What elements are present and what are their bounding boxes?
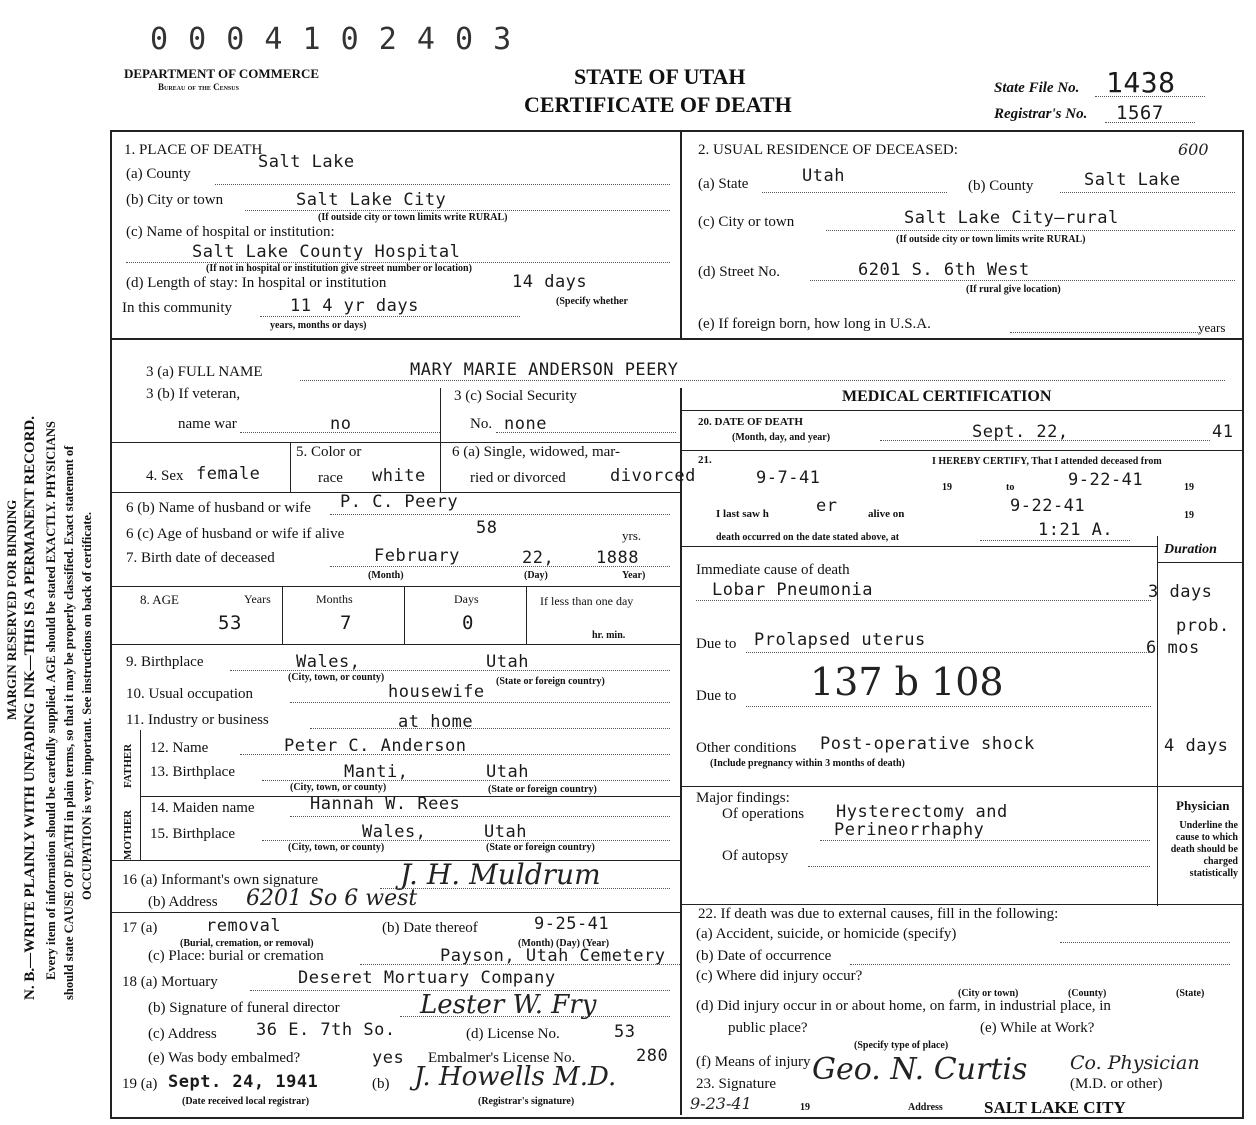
margin-line2: should state CAUSE OF DEATH in plain terms, so that it may be properly classified. Exact statement of [62, 445, 76, 1000]
sex: female [196, 464, 261, 484]
residence-street: 6201 S. 6th West [858, 260, 1030, 280]
place-community: 11 4 yr days [290, 296, 419, 316]
physician-signature: Geo. N. Curtis [812, 1052, 1028, 1087]
informant-address-label: (b) Address [148, 894, 218, 910]
attended-19-a: 19 [942, 482, 952, 493]
age-hr-min: hr. min. [592, 630, 626, 641]
residence-years: years [1198, 320, 1226, 335]
physician-label: Physician [1176, 798, 1230, 813]
due-to-1-duration-b: 6 mos [1146, 638, 1200, 658]
immediate-duration: 3 days [1148, 582, 1213, 602]
veteran-war: no [330, 414, 352, 434]
co-physician: Co. Physician [1070, 1052, 1200, 1074]
marital-label: 6 (a) Single, widowed, mar- [452, 444, 620, 460]
birth-month-note: (Month) [368, 570, 404, 581]
immediate-cause-label: Immediate cause of death [696, 562, 850, 578]
disposition-note: (Burial, cremation, or removal) [180, 938, 314, 949]
ext-county-note: (County) [1068, 988, 1107, 999]
spouse-label: 6 (b) Name of husband or wife [126, 500, 311, 516]
age-label: 8. AGE [140, 592, 179, 607]
spouse-name: P. C. Peery [340, 492, 459, 512]
ext-city-note: (City or town) [958, 988, 1019, 999]
residence-city-label: (c) City or town [698, 214, 795, 230]
full-name-label: 3 (a) FULL NAME [146, 364, 263, 380]
age-days-label: Days [454, 592, 479, 606]
operations-2: Perineorrhaphy [834, 820, 985, 840]
birth-year-note: Year) [622, 570, 646, 581]
color-label: 5. Color or [296, 444, 362, 460]
industry: at home [398, 712, 474, 732]
registrar-sig-b-label: (b) [372, 1076, 390, 1092]
disposition-date-note: (Month) (Day) (Year) [518, 938, 610, 949]
spouse-age-label: 6 (c) Age of husband or wife if alive [126, 526, 345, 542]
residence-label: 2. USUAL RESIDENCE OF DECEASED: [698, 142, 958, 158]
external-b: (b) Date of occurrence [696, 948, 832, 964]
ss-no-label: No. [470, 416, 493, 432]
birth-month: February [374, 546, 460, 566]
ss-label: 3 (c) Social Security [454, 388, 577, 404]
mortuary-address-label: (c) Address [148, 1026, 217, 1042]
margin-nb: N. B.—WRITE PLAINLY WITH UNFADING INK—THIS IS A PERMANENT RECORD. [22, 416, 38, 1000]
registrar-no-label: Registrar's No. [994, 106, 1088, 122]
mother-city-note: (City, town, or county) [288, 842, 385, 853]
full-name: MARY MARIE ANDERSON PEERY [410, 360, 679, 380]
registrar-signature: J. Howells M.D. [414, 1062, 617, 1092]
duration-label: Duration [1164, 542, 1217, 557]
veteran-label: 3 (b) If veteran, [146, 386, 241, 402]
type-of-place-note: (Specify type of place) [854, 1040, 949, 1051]
death-year: 41 [1212, 422, 1234, 442]
last-saw-date: 9-22-41 [1010, 496, 1086, 516]
attended-to-label: to [1006, 482, 1015, 493]
disposition-label: 17 (a) [122, 920, 158, 936]
age-days: 0 [462, 612, 474, 634]
residence-city-note: (If outside city or town limits write RURAL) [896, 234, 1086, 245]
father-city-note: (City, town, or county) [290, 782, 387, 793]
informant-sig-label: 16 (a) Informant's own signature [122, 872, 318, 888]
father-side-label: FATHER [122, 743, 134, 788]
birthplace-state: Utah [486, 652, 529, 672]
birth-day-note: (Day) [524, 570, 548, 581]
residence-note: 600 [1178, 140, 1209, 159]
father-name: Peter C. Anderson [284, 736, 467, 756]
residence-street-note: (If rural give location) [966, 284, 1061, 295]
marital-label-2: ried or divorced [470, 470, 566, 486]
birthplace-label: 9. Birthplace [126, 654, 204, 670]
mother-birthplace-city: Wales, [362, 822, 427, 842]
residence-street-label: (d) Street No. [698, 264, 781, 280]
informant-signature: J. H. Muldrum [400, 858, 601, 891]
external-c: (c) Where did injury occur? [696, 968, 863, 984]
sex-label: 4. Sex [146, 468, 184, 484]
place-community-label: In this community [122, 300, 232, 316]
father-name-label: 12. Name [150, 740, 209, 756]
last-saw-her: er [816, 496, 838, 516]
social-security: none [504, 414, 547, 434]
signature-label: 23. Signature [696, 1076, 776, 1092]
mortuary-address: 36 E. 7th So. [256, 1020, 396, 1040]
place-stay-label: (d) Length of stay: In hospital or institution [126, 275, 387, 291]
embalmed-label: (e) Was body embalmed? [148, 1050, 301, 1066]
due-to-2: 137 b 108 [810, 660, 1004, 704]
mother-birthplace-state: Utah [484, 822, 527, 842]
disposition: removal [206, 916, 282, 936]
due-to-1-label: Due to [696, 636, 737, 652]
state-file-label: State File No. [994, 80, 1080, 96]
father-birthplace-city: Manti, [344, 762, 409, 782]
funeral-director-label: (b) Signature of funeral director [148, 1000, 340, 1016]
mother-birthplace-label: 15. Birthplace [150, 826, 235, 842]
place-city-note: (If outside city or town limits write RURAL) [318, 212, 508, 223]
medical-cert-header: MEDICAL CERTIFICATION [842, 388, 1052, 405]
external-a: (a) Accident, suicide, or homicide (specify) [696, 926, 957, 942]
place-hospital: Salt Lake County Hospital [192, 242, 461, 262]
md-or-other: (M.D. or other) [1070, 1076, 1163, 1092]
burial-place: Payson, Utah Cemetery [440, 946, 666, 966]
place-hospital-label: (c) Name of hospital or institution: [126, 224, 335, 240]
age-less-label: If less than one day [540, 594, 634, 608]
birthplace-city-note: (City, town, or county) [288, 672, 385, 683]
age-years-label: Years [244, 592, 271, 606]
mother-state-note: (State or foreign country) [486, 842, 595, 853]
age-years: 53 [218, 612, 242, 634]
operations: Hysterectomy and [836, 802, 1008, 822]
embalmer-license: 280 [636, 1046, 669, 1066]
last-saw-19: 19 [1184, 510, 1194, 521]
disposition-date: 9-25-41 [534, 914, 610, 934]
place-ymd-note: years, months or days) [270, 320, 367, 331]
received-note: (Date received local registrar) [182, 1096, 310, 1107]
immediate-cause: Lobar Pneumonia [712, 580, 874, 600]
date-of-death: Sept. 22, [972, 422, 1069, 442]
residence-foreign-label: (e) If foreign born, how long in U.S.A. [698, 316, 931, 332]
birthplace-city: Wales, [296, 652, 361, 672]
father-state-note: (State or foreign country) [488, 784, 597, 795]
margin-line3: OCCUPATION is very important. See instructions on back of certificate. [80, 511, 94, 900]
place-city-label: (b) City or town [126, 192, 224, 208]
residence-state-label: (a) State [698, 176, 749, 192]
license-label: (d) License No. [466, 1026, 560, 1042]
occupation-label: 10. Usual occupation [126, 686, 254, 702]
place-city: Salt Lake City [296, 190, 447, 210]
external-d-2: public place? [728, 1020, 808, 1036]
residence-county-label: (b) County [968, 178, 1034, 194]
license-no: 53 [614, 1022, 636, 1042]
title-certificate: CERTIFICATE OF DEATH [524, 92, 792, 117]
external-causes-label: 22. If death was due to external causes, fill in the following: [698, 906, 1059, 922]
age-months: 7 [340, 612, 352, 634]
due-to-1-duration-a: prob. [1176, 616, 1230, 636]
item21-label: 21. [698, 454, 712, 466]
operations-label: Of operations [722, 806, 805, 822]
place-of-death-label: 1. PLACE OF DEATH [124, 142, 263, 158]
signature-19: 19 [800, 1102, 810, 1113]
father-birthplace-state: Utah [486, 762, 529, 782]
birth-date-label: 7. Birth date of deceased [126, 550, 275, 566]
alive-on-label: alive on [868, 508, 905, 520]
occurred-label: death occurred on the date stated above, at [716, 532, 900, 543]
place-stay: 14 days [512, 272, 588, 292]
due-to-2-label: Due to [696, 688, 737, 704]
birth-day: 22, [522, 548, 555, 568]
dod-label: 20. DATE OF DEATH [698, 416, 803, 428]
other-conditions: Post-operative shock [820, 734, 1035, 754]
margin-binding: MARGIN RESERVED FOR BINDING [4, 499, 19, 720]
mother-side-label: MOTHER [122, 809, 134, 860]
received-date: Sept. 24, 1941 [168, 1072, 319, 1092]
residence-county: Salt Lake [1084, 170, 1181, 190]
place-hospital-note: (If not in hospital or institution give street number or location) [206, 263, 472, 274]
ext-state-note: (State) [1176, 988, 1205, 999]
dept-label: DEPARTMENT OF COMMERCE [124, 66, 320, 81]
external-f: (f) Means of injury [696, 1054, 811, 1070]
autopsy-label: Of autopsy [722, 848, 789, 864]
spouse-age: 58 [476, 518, 498, 538]
registrar-no: 1567 [1116, 102, 1164, 124]
last-saw-label: I last saw h [716, 508, 769, 520]
informant-address: 6201 So 6 west [246, 886, 418, 911]
attended-from: 9-7-41 [756, 468, 821, 488]
attended-to: 9-22-41 [1068, 470, 1144, 490]
mortuary: Deseret Mortuary Company [298, 968, 556, 988]
birthplace-state-note: (State or foreign country) [496, 676, 605, 687]
occupation: housewife [388, 682, 485, 702]
attended-19-b: 19 [1184, 482, 1194, 493]
race-label: race [318, 470, 343, 486]
place-county-label: (a) County [126, 166, 191, 182]
major-findings-label: Major findings: [696, 790, 790, 806]
place-county: Salt Lake [258, 152, 355, 172]
other-conditions-label: Other conditions [696, 740, 797, 756]
due-to-1: Prolapsed uterus [754, 630, 926, 650]
other-duration: 4 days [1164, 736, 1229, 756]
embalmer-license-label: Embalmer's License No. [428, 1050, 576, 1066]
mother-maiden-name: Hannah W. Rees [310, 794, 461, 814]
signature-date: 9-23-41 [690, 1094, 752, 1113]
mortuary-label: 18 (a) Mortuary [122, 974, 218, 990]
state-file-no: 1438 [1106, 66, 1176, 99]
race: white [372, 466, 426, 486]
mother-maiden-label: 14. Maiden name [150, 800, 255, 816]
bureau-label: Bureau of the Census [158, 82, 239, 92]
physician-address: SALT LAKE CITY [984, 1098, 1126, 1117]
embalmed: yes [372, 1048, 405, 1068]
residence-state: Utah [802, 166, 845, 186]
industry-label: 11. Industry or business [126, 712, 269, 728]
external-e: (e) While at Work? [980, 1020, 1095, 1036]
marital-status: divorced [610, 466, 696, 486]
residence-city: Salt Lake City—rural [904, 208, 1119, 228]
other-note: (Include pregnancy within 3 months of death) [710, 758, 905, 769]
disposition-date-label: (b) Date thereof [382, 920, 478, 936]
received-label: 19 (a) [122, 1076, 158, 1092]
father-birthplace-label: 13. Birthplace [150, 764, 235, 780]
certify-label: I HEREBY CERTIFY, That I attended deceased from [932, 456, 1162, 467]
serial-number: 0 0 0 4 1 0 2 4 0 3 [150, 22, 513, 57]
place-specify-note: (Specify whether [556, 296, 628, 307]
age-months-label: Months [316, 592, 353, 606]
birth-year: 1888 [596, 548, 639, 568]
underline-instruction: Underline the cause to which death should be charged statistically [1170, 820, 1238, 879]
burial-place-label: (c) Place: burial or cremation [148, 948, 324, 964]
registrar-sig-note: (Registrar's signature) [478, 1096, 575, 1107]
death-time: 1:21 A. [1038, 520, 1114, 540]
war-label: name war [178, 416, 237, 432]
external-d: (d) Did injury occur in or about home, on farm, in industrial place, in [696, 998, 1111, 1014]
address-label: Address [908, 1102, 943, 1113]
margin-line1: Every item of information should be carefully supplied. AGE should be stated EXACTLY. PHYSICIANS [44, 421, 58, 980]
funeral-director-signature: Lester W. Fry [420, 990, 597, 1020]
spouse-yrs: yrs. [622, 528, 642, 543]
title-state: STATE OF UTAH [574, 64, 746, 89]
dod-note: (Month, day, and year) [732, 432, 831, 443]
